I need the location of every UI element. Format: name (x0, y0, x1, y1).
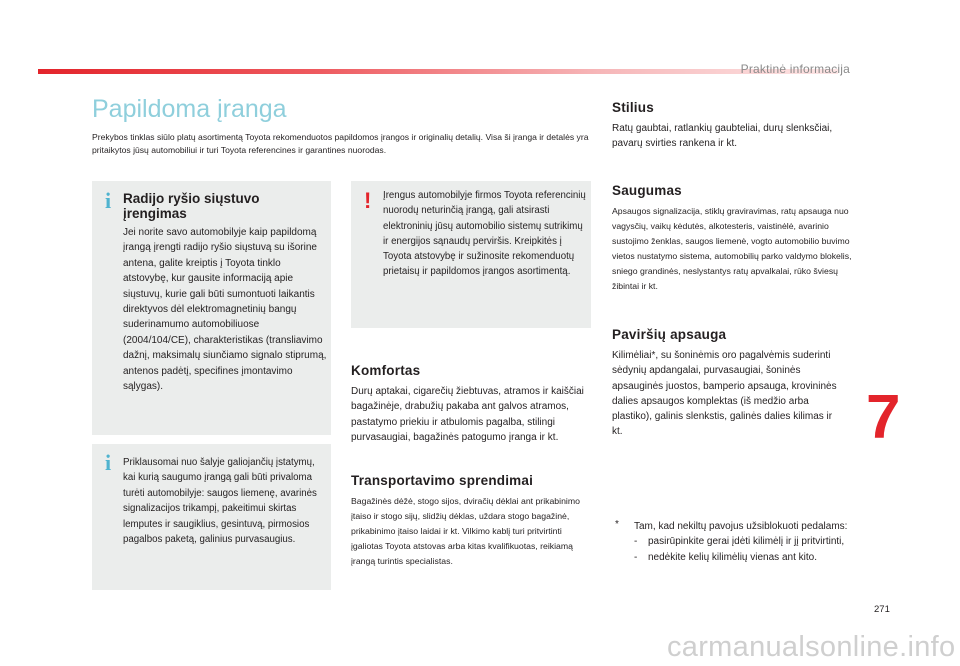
saugumas-text: Apsaugos signalizacija, stiklų graviravimas, ratų apsauga nuo vagysčių, vaikų kėdutės, alkotesteris, vaistinėlė, avarinio sustojimo ženklas, saugos liemenė, vogto automobilio buvimo vietos nustatymo sistema, automobilių parko valdymo blokelis, sniego grandinės, neslystantys ratų apvalkalai, rūko šviesų žibintai ir kt. (612, 206, 852, 292)
chapter-number: 7 (866, 383, 901, 452)
info-icon: i (105, 188, 112, 213)
page-title: Papildoma įranga (92, 95, 287, 123)
transportavimo-text: Bagažinės dėžė, stogo sijos, dviračių dėklai ant prikabinimo įtaiso ir stogo sijų, slidžių dėklas, uždara stogo bagažinė, prikabinimo įtaiso laidai ir kt. Vilkimo kablį turi pritvirtinti įgaliotas Toyota atstovas arba kitas kvalifikuotas, reikiamą įrangą turintis specialistas. (351, 496, 580, 567)
header-accent-bar (38, 69, 838, 74)
watermark: carmanualsonline.info (667, 631, 956, 663)
law-box-text: Priklausomai nuo šalyje galiojančių įstatymų, kai kurią saugumo įrangą gali būti privaloma turėti automobilyje: saugos liemenę, avarinės signalizacijos trikampį, pakeitimui skirtas lemputes ir saugiklius, gesintuvą, pirmosios pagalbos paketą, galinius purvasaugius. (123, 457, 317, 546)
info-icon: i (105, 450, 112, 475)
transportavimo-heading: Transportavimo sprendimai (351, 473, 534, 488)
footnote-intro: Tam, kad nekiltų pavojus užsiblokuoti pedalams: (634, 521, 848, 532)
intro-text: Prekybos tinklas siūlo platų asortimentą Toyota rekomenduotos papildomos įrangos ir originalių detalių. Visa ši įranga ir detalės yra pritaikytos jūsų automobiliui ir turi Toyota referencines ir garantines nuorodas. (92, 132, 589, 155)
komfortas-heading: Komfortas (351, 363, 421, 378)
footnote (634, 519, 849, 565)
radio-box-text: Jei norite savo automobilyje kaip papildomą įrangą įrengti radijo ryšio siųstuvą su išorine antena, galite kreiptis į Toyota tinklo atstovybę, kur gausite informaciją apie siųstuvų, kurie gali būti sumontuoti laikantis direktyvos dėl elektromagnetinių bangų suderinamumo automobiliuose (2004/104/CE), charakteristikas (transliavimo dažnį, maksimalų siunčiamo signalo stiprumą, antenos padėtį, specifines įmontavimo sąlygas). (123, 227, 327, 393)
warning-exclamation-icon: ! (364, 188, 372, 213)
warning-box-text: Įrengus automobilyje firmos Toyota referencinių nuorodų neturinčią įrangą, gali atsirasti elektroninių jūsų automobilio sistemų sutrikimų ir energijos sąnaudų perviršis. Kreipkitės į Toyota atstovybę ir sužinosite rekomenduotų prietaisų ir papildomos įrangos asortimentą. (383, 190, 586, 278)
footnote-item: - pasirūpinkite gerai įdėti kilimėlį ir jį pritvirtinti, (634, 534, 849, 549)
stilius-heading: Stilius (612, 100, 654, 115)
footnote-star: * (615, 519, 619, 530)
pavirsiu-text: Kilimėliai*, su šoninėmis oro pagalvėmis suderinti sėdynių apdangalai, purvasaugiai, šoninės apsauginės juostos, bamperio apsauga, krovininės dalies apsaugos komplektas (iš medžio arba plastiko), galinis slenkstis, galinės dalies kilimas ir kt. (612, 350, 837, 438)
stilius-text: Ratų gaubtai, ratlankių gaubteliai, durų slenksčiai, pavarų svirties rankena ir kt. (612, 123, 833, 150)
page-number: 271 (874, 604, 890, 615)
saugumas-heading: Saugumas (612, 183, 682, 198)
footnote-list (634, 534, 849, 565)
footnote-item: - nedėkite kelių kilimėlių vienas ant kito. (634, 550, 849, 565)
komfortas-text: Durų aptakai, cigarečių žiebtuvas, atramos ir kaiščiai bagažinėje, drabužių pakaba ant galvos atramos, pastatymo priekiu ir atbulomis pagalba, stilingi purvasaugiai, bagažinės patogumo įranga ir kt. (351, 386, 584, 443)
radio-box-heading: Radijo ryšio siųstuvo įrengimas (123, 191, 260, 221)
pavirsiu-heading: Paviršių apsauga (612, 327, 727, 342)
section-title: Praktinė informacija (740, 62, 850, 76)
